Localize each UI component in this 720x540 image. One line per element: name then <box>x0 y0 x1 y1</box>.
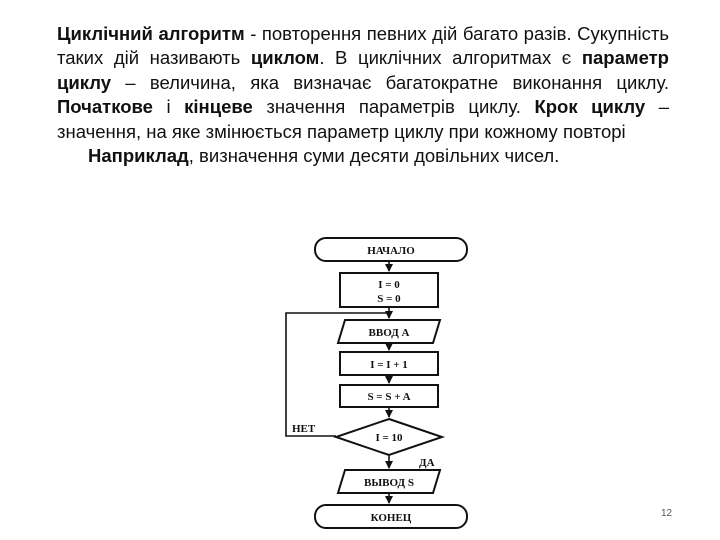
term-cycle-parameter: параметр циклу <box>57 47 669 93</box>
init-s-label: S = 0 <box>377 293 401 305</box>
term-example: Наприклад <box>88 145 189 167</box>
term-cycle-step: Крок циклу <box>534 96 646 118</box>
text-span: і <box>152 96 185 118</box>
condition-label: I = 10 <box>375 432 403 444</box>
no-branch-label: НЕТ <box>292 423 316 435</box>
start-label: НАЧАЛО <box>367 245 415 257</box>
term-cycle: циклом <box>250 47 320 69</box>
text-span: , визначення суми десяти довільних чисел. <box>188 145 560 167</box>
yes-branch-label: ДА <box>419 457 435 469</box>
page-number: 12 <box>661 508 673 519</box>
sum-label: S = S + A <box>367 391 411 403</box>
term-initial: Початкове <box>57 96 153 118</box>
output-label: ВЫВОД S <box>364 477 414 489</box>
input-label: ВВОД А <box>368 327 410 339</box>
term-final: кінцеве <box>184 96 253 118</box>
end-label: КОНЕЦ <box>370 512 412 524</box>
text-span: - повторення певних дій багато разів. Сукупність таких дій називають <box>57 23 669 69</box>
text-span: – значення, на яке змінюється параметр циклу при кожному повторі <box>57 96 669 142</box>
text-span: – величина, яка визначає багатократне виконання циклу. <box>111 71 669 93</box>
increment-label: I = I + 1 <box>370 359 408 371</box>
text-span: . В циклічних алгоритмах є <box>319 47 582 69</box>
term-cyclic-algorithm: Циклічний алгоритм <box>57 23 245 44</box>
text-span: значення параметрів циклу. <box>252 96 535 118</box>
init-i-label: I = 0 <box>378 279 400 291</box>
